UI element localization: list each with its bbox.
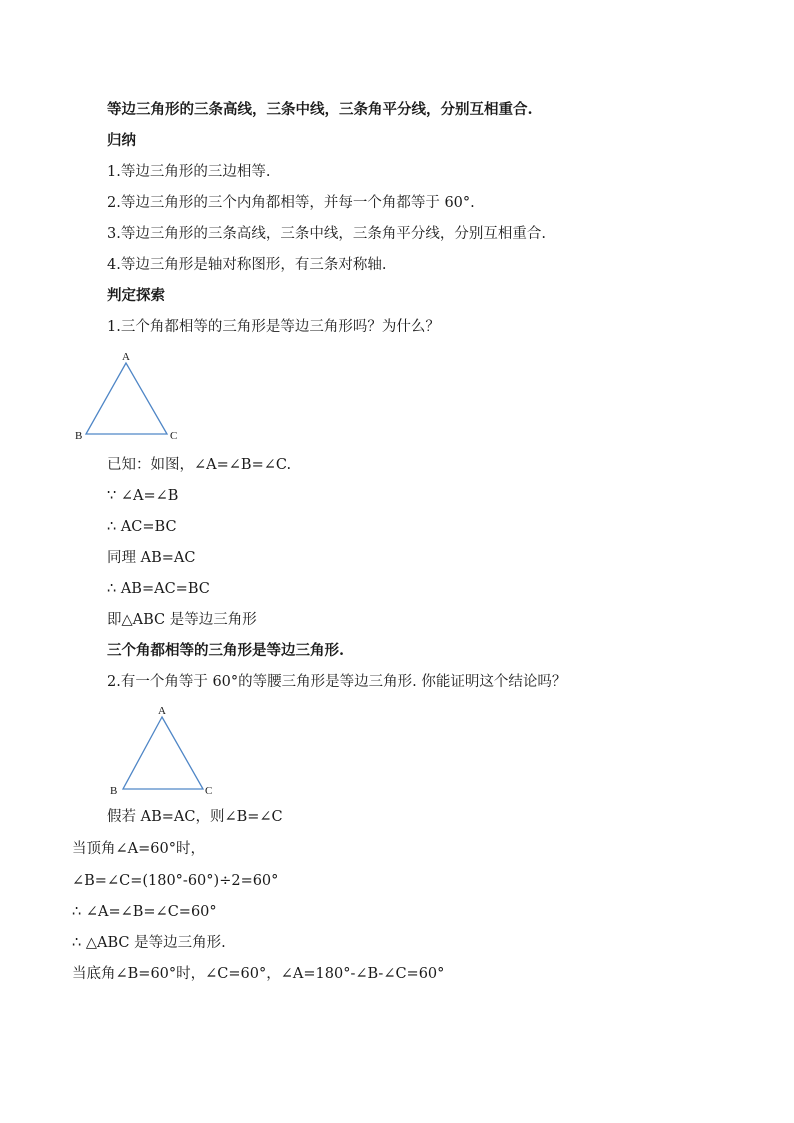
- proof-step-3: 同理 AB=AC: [107, 550, 196, 566]
- summary-item-3: 3.等边三角形的三条高线，三条中线，三条角平分线，分别互相重合.: [107, 226, 546, 242]
- proof2-step-1: ∠B=∠C=(180°-60°)÷2=60°: [72, 873, 279, 889]
- heading-summary: 归纳: [107, 132, 136, 149]
- heading-judgement: 判定探索: [107, 287, 165, 304]
- summary-item-1: 1.等边三角形的三边相等.: [107, 164, 271, 180]
- proof2-case-apex: 当顶角∠A=60°时，: [72, 841, 205, 857]
- statement-overlap: 等边三角形的三条高线，三条中线，三条角平分线，分别互相重合.: [107, 101, 533, 118]
- proof2-step-3: ∴ △ABC 是等边三角形.: [72, 935, 226, 951]
- proof2-case-base: 当底角∠B=60°时，∠C=60°，∠A=180°-∠B-∠C=60°: [72, 966, 445, 982]
- triangle-figure-1: [70, 345, 190, 445]
- proof2-assumption: 假若 AB=AC，则∠B=∠C: [107, 809, 283, 825]
- triangle-shape: [123, 717, 203, 789]
- triangle-shape: [86, 363, 167, 434]
- question-2: 2.有一个角等于 60°的等腰三角形是等边三角形. 你能证明这个结论吗？: [107, 674, 567, 690]
- proof-step-1: ∵ ∠A=∠B: [107, 488, 179, 504]
- vertex-label-b: B: [75, 430, 83, 442]
- proof-step-2: ∴ AC=BC: [107, 519, 177, 535]
- proof-given: 已知：如图，∠A=∠B=∠C.: [107, 457, 292, 473]
- summary-item-4: 4.等边三角形是轴对称图形，有三条对称轴.: [107, 257, 387, 273]
- triangle-figure-2: [105, 700, 225, 800]
- summary-item-2: 2.等边三角形的三个内角都相等，并每一个角都等于 60°.: [107, 195, 475, 211]
- proof-step-4: ∴ AB=AC=BC: [107, 581, 210, 597]
- proof-conclusion: 即△ABC 是等边三角形: [107, 612, 257, 628]
- vertex-label-a: A: [122, 351, 130, 363]
- vertex-label-a: A: [158, 705, 166, 717]
- question-1: 1.三个角都相等的三角形是等边三角形吗？为什么？: [107, 319, 440, 335]
- vertex-label-c: C: [170, 430, 178, 442]
- theorem-1: 三个角都相等的三角形是等边三角形.: [107, 642, 345, 659]
- vertex-label-c: C: [205, 785, 213, 797]
- vertex-label-b: B: [110, 785, 118, 797]
- proof2-step-2: ∴ ∠A=∠B=∠C=60°: [72, 904, 217, 920]
